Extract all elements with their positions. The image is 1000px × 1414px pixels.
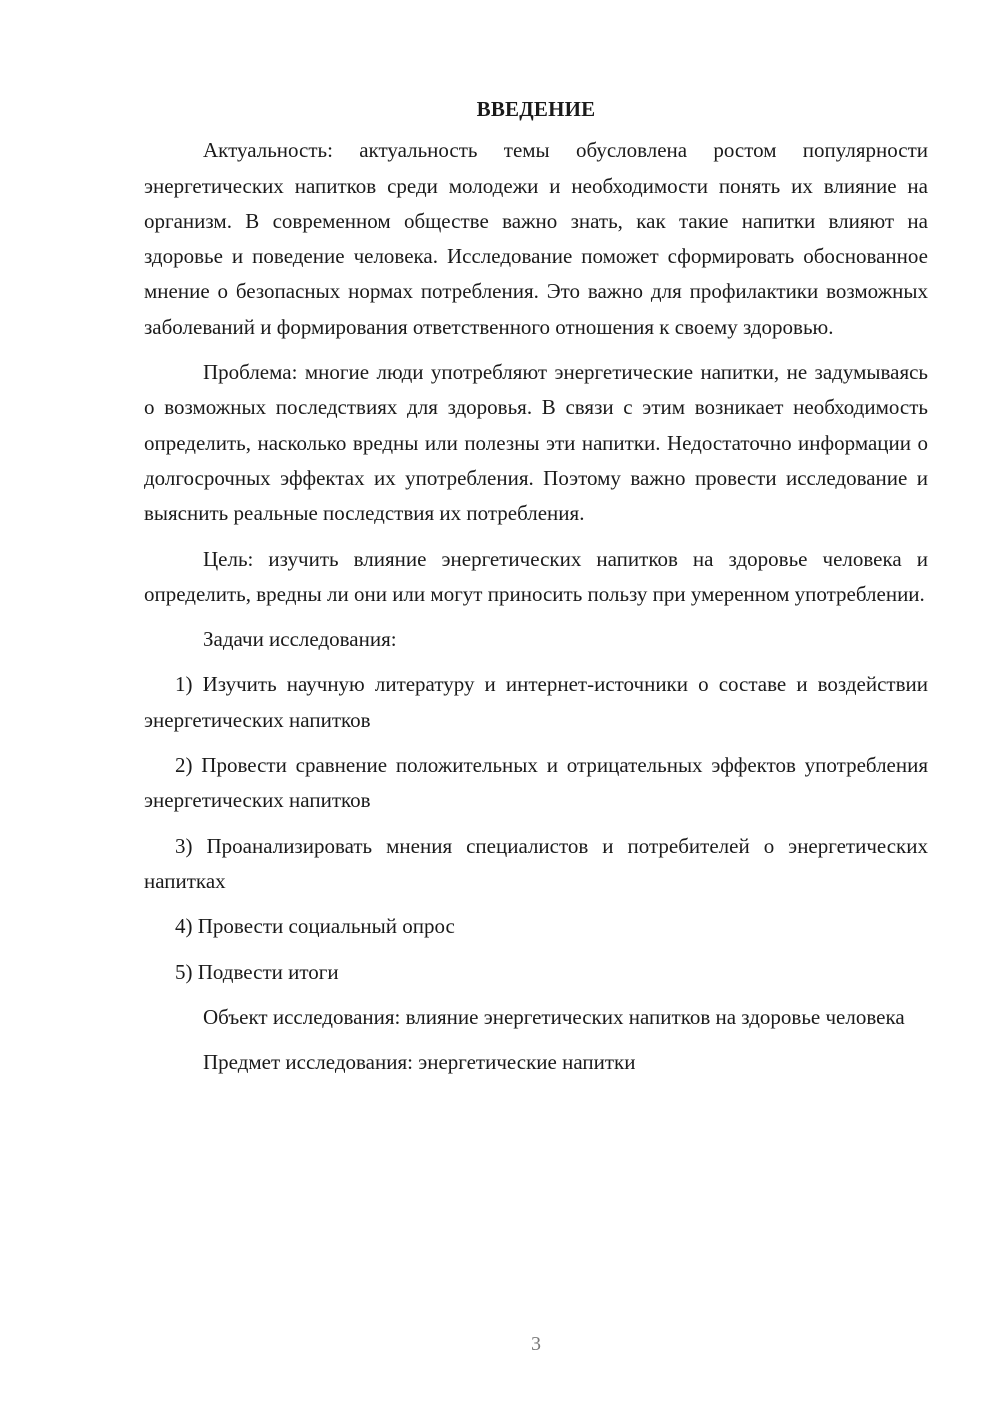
section-heading: ВВЕДЕНИЕ (476, 97, 596, 121)
task-item-4: 4) Провести социальный опрос (175, 914, 455, 939)
subject-paragraph: Предмет исследования: энергетические напитки (203, 1050, 636, 1075)
task-item-1: 1) Изучить научную литературу и интернет-источники о составе и воздействии энергетических напитков (144, 672, 928, 732)
task-item-3: 3) Проанализировать мнения специалистов и потребителей о энергетических напитках (144, 833, 928, 893)
object-paragraph: Объект исследования: влияние энергетических напитков на здоровье человека (203, 1004, 905, 1029)
tasks-title: Задачи исследования: (203, 627, 397, 652)
task-item-5: 5) Подвести итоги (175, 959, 339, 984)
problem-paragraph: Проблема: многие люди употребляют энергетические напитки, не задумываясь о возможных последствиях для здоровья. В связи с этим возникает необходимость определить, насколько вредны или полезны эти напитки. Недостаточно информации о долгосрочных эффектах их употребления. Поэтому важно провести исследование и выяснить реальные последствия их потребления. (144, 360, 928, 526)
task-item-2: 2) Провести сравнение положительных и отрицательных эффектов употребления энергетических напитков (144, 753, 928, 813)
goal-paragraph: Цель: изучить влияние энергетических напитков на здоровье человека и определить, вредны ли они или могут приносить пользу при умеренном употреблении. (144, 546, 928, 606)
page-number: 3 (531, 1333, 541, 1355)
relevance-paragraph: Актуальность: актуальность темы обусловлена ростом популярности энергетических напитков среди молодежи и необходимости понять их влияние на организм. В современном обществе важно знать, как такие напитки влияют на здоровье и поведение человека. Исследование поможет сформировать обоснованное мнение о безопасных нормах потребления. Это важно для профилактики возможных заболеваний и формирования ответственного отношения к своему здоровью. (144, 138, 928, 339)
document-page (144, 92, 928, 1090)
